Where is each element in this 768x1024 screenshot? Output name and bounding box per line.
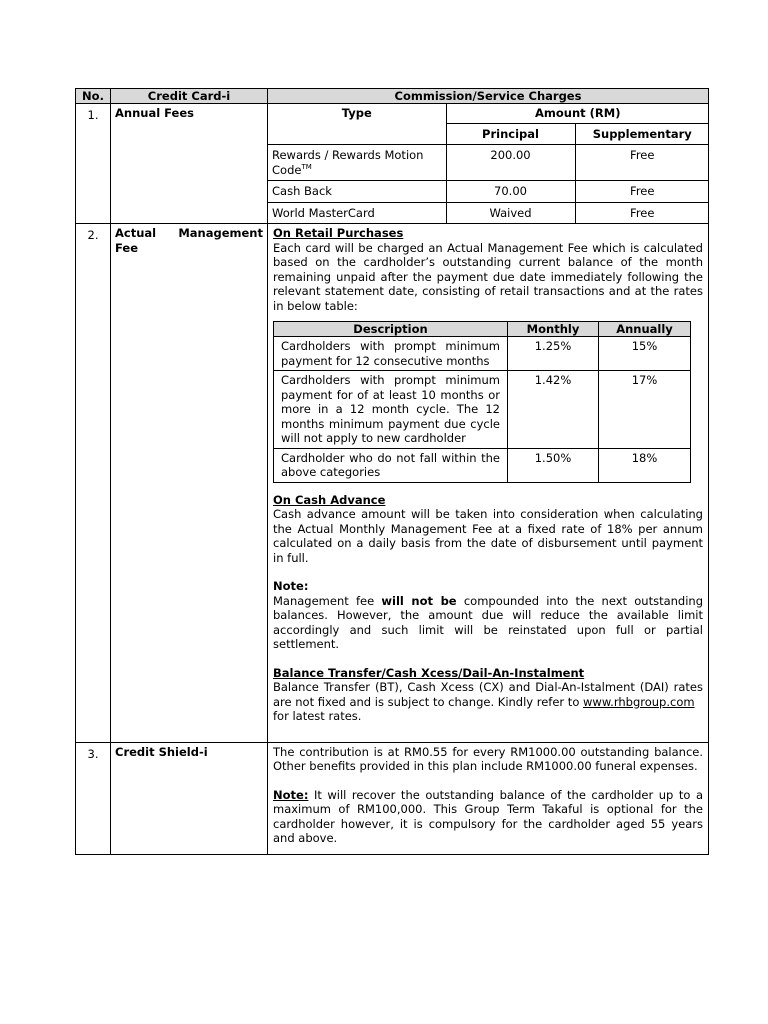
rate-table	[273, 321, 691, 483]
note-pre: Management fee	[273, 593, 382, 608]
header-card: Credit Card-i	[111, 89, 268, 104]
amount-header: Amount (RM)	[446, 104, 709, 123]
retail-title: On Retail Purchases	[273, 226, 404, 240]
fee-type: World MasterCard	[268, 202, 446, 223]
fee-row	[268, 202, 709, 223]
rate-monthly: 1.50%	[508, 448, 599, 482]
header-row	[76, 89, 709, 104]
retail-text: Each card will be charged an Actual Management Fee which is calculated based on the cardholder’s outstanding current balance of the month remaining unpaid after the payment due date immediately following the relevant statement date, consisting of retail transactions and at the rates in below table:	[273, 240, 703, 313]
fee-supplementary: Free	[575, 145, 709, 181]
fee-principal: 70.00	[446, 181, 575, 203]
credit-shield-text: The contribution is at RM0.55 for every RM1000.00 outstanding balance. Other benefits provided in this plan include RM1000.00 funeral expenses.	[273, 744, 703, 773]
credit-shield-label: Credit Shield-i	[111, 742, 268, 854]
principal-header: Principal	[446, 123, 575, 145]
cash-text: Cash advance amount will be taken into consideration when calculating the Actual Monthly Management Fee at a fixed rate of 18% per annum calculated on a daily basis from the date of disbursement until payment in full.	[273, 507, 703, 565]
rate-row	[274, 371, 691, 449]
row-number: 3.	[76, 742, 111, 854]
cash-title: On Cash Advance	[273, 492, 386, 507]
fee-supplementary: Free	[575, 181, 709, 203]
fee-supplementary: Free	[575, 202, 709, 223]
note-text	[273, 594, 703, 652]
rate-description: Cardholder who do not fall within the above categories	[281, 450, 500, 479]
fee-row	[268, 145, 709, 181]
fee-row	[268, 181, 709, 203]
bt-text-body: Balance Transfer (BT), Cash Xcess (CX) and Dial-An-Istalment (DAI) rates are not fixed and is subject to change. Kindly refer to	[273, 680, 703, 709]
rate-row	[274, 448, 691, 482]
header-no: No.	[76, 89, 111, 104]
rate-description: Cardholders with prompt minimum payment for 12 consecutive months	[281, 339, 500, 368]
credit-shield-note	[273, 788, 703, 846]
rate-annually: 17%	[599, 371, 691, 449]
rate-monthly: 1.25%	[508, 337, 599, 371]
fee-type: Cash Back	[268, 181, 446, 203]
credit-shield-note-text: It will recover the outstanding balance of the cardholder up to a maximum of RM100,000. This Group Term Takaful is optional for the cardholder however, it is compulsory for the cardholder aged 55 years and above.	[273, 787, 703, 845]
annual-fees-label: Annual Fees	[111, 104, 268, 224]
note-title: Note:	[273, 579, 309, 593]
rate-monthly: 1.42%	[508, 371, 599, 449]
annual-fees-table	[268, 104, 709, 223]
label-word: Actual	[115, 226, 157, 240]
fee-type: Rewards / Rewards Motion Code	[272, 148, 424, 177]
rate-row	[274, 337, 691, 371]
row-number: 2.	[76, 224, 111, 743]
row-number: 1.	[76, 104, 111, 224]
management-fee-row	[76, 224, 709, 743]
rate-header-annually: Annually	[599, 322, 691, 337]
rate-header-monthly: Monthly	[508, 322, 599, 337]
rate-annually: 18%	[599, 448, 691, 482]
credit-shield-note-label: Note:	[273, 787, 309, 802]
supplementary-header: Supplementary	[575, 123, 709, 145]
label-word: Management	[178, 226, 263, 240]
note-bold: will not be	[381, 593, 457, 608]
rate-header-description: Description	[274, 322, 508, 337]
rhbgroup-link[interactable]: www.rhbgroup.com	[583, 694, 695, 709]
note-post: compounded into the next outstanding balances. However, the amount due will reduce the available limit accordingly and such limit will be reinstated upon full or partial settlement.	[273, 593, 704, 651]
rate-header-row	[274, 322, 691, 337]
charges-table	[75, 88, 709, 855]
annual-fees-row	[76, 104, 709, 224]
bt-text	[273, 680, 703, 724]
type-header: Type	[268, 104, 446, 145]
label-word: Fee	[115, 240, 138, 255]
fee-principal: 200.00	[446, 145, 575, 181]
trademark-sup: TM	[301, 162, 312, 171]
rate-description: Cardholders with prompt minimum payment for of at least 10 months or more in a 12 month cycle. The 12 months minimum payment due cycle will not apply to new cardholder	[281, 373, 500, 445]
fee-principal: Waived	[446, 202, 575, 223]
management-fee-label	[111, 224, 268, 743]
credit-shield-row	[76, 742, 709, 854]
bt-after: for latest rates.	[273, 709, 362, 723]
rate-annually: 15%	[599, 337, 691, 371]
bt-title: Balance Transfer/Cash Xcess/Dail-An-Instalment	[273, 665, 585, 680]
header-charges: Commission/Service Charges	[268, 89, 709, 104]
